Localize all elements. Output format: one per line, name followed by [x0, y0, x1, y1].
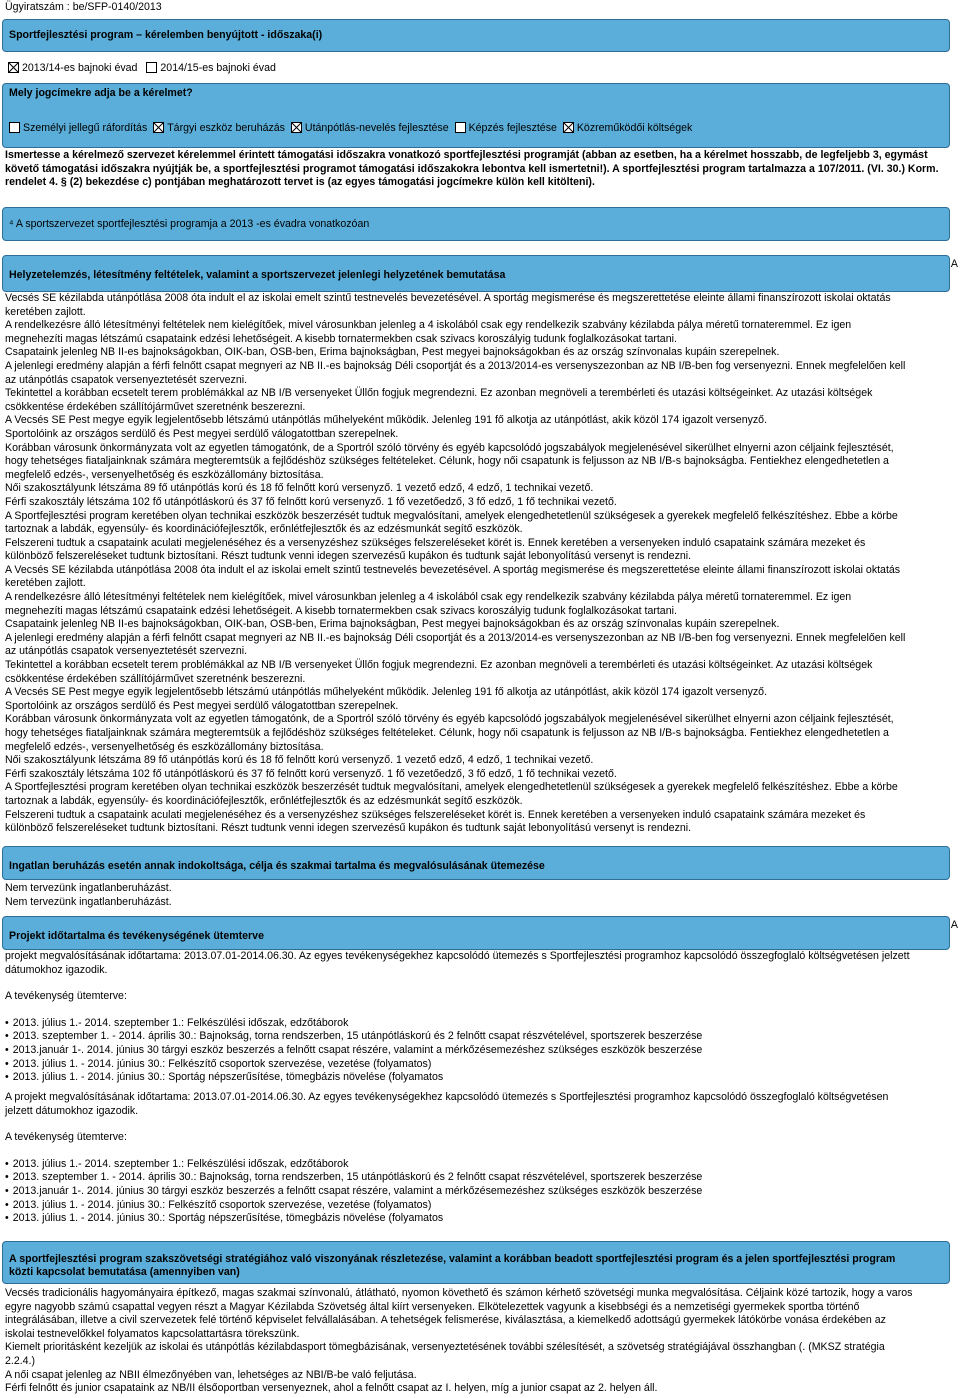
section-program-header	[2, 207, 950, 241]
checkbox-icon[interactable]	[9, 122, 20, 133]
text-line: Női szakosztályunk létszáma 89 fő utánpótlás korú és 18 fő felnőtt korú versenyző. 1 vezető edző, 4 edző, 1 technikai vezető.	[5, 482, 594, 495]
text-line: Kiemelt prioritásként kezeljük az iskolai és utánpótlás kézilabdasport tömegbázisának, versenyeztetésének további szélesítését, a szövetség stratégiájával összhangban (. (MKSZ stratégia	[5, 1341, 885, 1354]
schedule-item: • 2013. szeptember 1. - 2014. április 30.: Bajnokság, torna rendszerben, 15 utánpótláskorú és 2 felnőtt csapat részvételével, sportszerek beszerzése	[5, 1171, 957, 1185]
section-title: Helyzetelemzés, létesítmény feltételek, valamint a sportszervezet jelenlegi helyzetének bemutatása	[9, 269, 506, 281]
text-line: Vecsés SE kézilabda utánpótlása 2008 óta indult el az iskolai emelt szintű testnevelés bevezetésével. A sportág megismerése és megszerettetése eleinte állami finanszírozott iskolai oktatás	[5, 292, 891, 304]
schedule-item: • 2013. szeptember 1. - 2014. április 30.: Bajnokság, torna rendszerben, 15 utánpótláskorú és 2 felnőtt csapat részvételével, sportszerek beszerzése	[5, 1030, 957, 1044]
section-title: Mely jogcímekre adja be a kérelmet?	[9, 87, 193, 99]
season-2014-15-checkbox[interactable]	[146, 62, 275, 74]
category-label: Személyi jellegű ráfordítás	[23, 122, 148, 134]
schedule-item: • 2013. július 1.- 2014. szeptember 1.: Felkészülési időszak, edzőtáborok	[5, 1017, 957, 1031]
checkbox-icon[interactable]	[291, 122, 302, 133]
season-label: 2013/14-es bajnoki évad	[22, 62, 138, 74]
text-line: Férfi felnőtt és junior csapataink az NB/II élsőoportban versenyeznek, ahol a felnőtt csapat az I. helyen, míg a junior csapat az 2. helyen áll.	[5, 1382, 658, 1395]
section-categories-header	[2, 83, 950, 111]
category-youth-checkbox[interactable]	[291, 122, 449, 134]
section-title: ⁴ A sportszervezet sportfejlesztési programja a 2013 -es évadra vonatkozóan	[9, 218, 370, 230]
situation-text	[5, 292, 957, 836]
checkbox-icon[interactable]	[153, 122, 164, 133]
text-line: A Vecsés SE Pest megye egyik legjelentősebb létszámú utánpótlás műhelyeként működik. Jelenleg 191 fő alkotja az utánpótlást, akik közöl 174 igazolt versenyző.	[5, 414, 768, 427]
text-line: tartoznak a labdák, egyensúly- és koordinációfejlesztők, erőnlétfejlesztők és az edzésmunkát segítő eszközök.	[5, 794, 523, 807]
text-line: dátumokhoz igazodik.	[5, 963, 108, 976]
text-line: megnehezíti magas létszámú csapataink edzési lehetőségeit. A kisebb tornatermekben csak szivacs koroszályig tudunk foglalkozásokat tartani.	[5, 332, 677, 345]
schedule-item: • 2013. július 1. - 2014. június 30.: Felkészítő csoportok szervezése, vezetése (folyamatos)	[5, 1199, 957, 1213]
timeline-block-2	[5, 1091, 957, 1226]
section-real-estate-header	[2, 846, 950, 880]
categories-strip	[2, 110, 950, 148]
season-label: 2014/15-es bajnoki évad	[160, 62, 276, 74]
timeline-block-1	[5, 950, 957, 1085]
section-title: Projekt időtartalma és tevékenységének ütemterve	[9, 930, 264, 942]
text-line: Csapataink jelenleg NB II-es bajnokságokban, OIK-ban, OSB-ben, Erima bajnokságban, Pest megyei bajnokságokban és az ország színvonalas kupáin szerepelnek.	[5, 346, 780, 359]
text-line: Felszereni tudtuk a csapataink aculati megjelenéséhez és a versenyzéshez szükséges felszereléseket körét is. Ennek keretében a versenyeken induló csapataink számára mezeket és	[5, 808, 866, 821]
section-timeline-header	[2, 916, 950, 950]
text-line: A jelenlegi eredmény alapján a férfi felnőtt csapat megnyeri az NB II.-es bajnokság Déli csoportját és a 2013/2014-es versenyszezonban az NB I/B-ben fog versenyezni. Ennek megfelelően kell	[5, 631, 906, 644]
text-line: egyre nagyobb számú csapattal vegyen részt a Magyar Kézilabda Szövetség által kiírt versenyeken. Elkötelezettek vagyunk a kisebbségi és a nemzetiségi gyermekek sportba történő	[5, 1300, 860, 1313]
text-line: A Sportfejlesztési program keretében olyan technikai eszközök beszerzését tudtuk megvalósítani, amelyek elengedhetetlenül szükségesek a gyerekek megfelelő felkészítéshez. Ebbe a körbe	[5, 509, 898, 522]
category-training-checkbox[interactable]	[455, 122, 557, 134]
text-line: keretében zajlott.	[5, 305, 86, 318]
season-options	[8, 62, 276, 76]
text-line: jelzett dátumokhoz igazodik.	[5, 1104, 139, 1117]
text-line: Férfi szakosztály létszáma 102 fő utánpótláskorú és 37 fő felnőtt korú versenyző. 1 fő vezetőedző, 3 fő edző, 1 fő technikai vezető.	[5, 767, 617, 780]
text-line: Tekintettel a korábban ecsetelt terem problémákkal az NB I/B versenyeket Üllőn fogjuk megrendezni. Ez azonban megnöveli a terembérleti és utazási költségeinket. Az utazási költségek	[5, 387, 873, 400]
text-line: csökkentése érdekében szállítójárművet szeretnénk beszerezni.	[5, 672, 306, 685]
text-line: Korábban városunk önkormányzata volt az egyetlen támogatónk, de a Sportról szóló törvény és egyéb kapcsolódó jogszabályok megjelenésével sikerülhet elnyerni azon céljaink fejlesztését,	[5, 441, 894, 454]
schedule-label: A tevékenység ütemterve:	[5, 1131, 127, 1144]
text-line: A jelenlegi eredmény alapján a férfi felnőtt csapat megnyeri az NB II.-es bajnokság Déli csoportját és a 2013/2014-es versenyszezonban az NB I/B-ben fog versenyezni. Ennek megfelelően kell	[5, 359, 906, 372]
text-line: csökkentése érdekében szállítójárművet szeretnénk beszerezni.	[5, 400, 306, 413]
text-line: A Sportfejlesztési program keretében olyan technikai eszközök beszerzését tudtuk megvalósítani, amelyek elengedhetetlenül szükségesek a gyerekek megfelelő felkészítéshez. Ebbe a körbe	[5, 781, 898, 794]
edge-mark: A	[950, 258, 958, 270]
text-line: A rendelkezésre álló létesítményi feltételek nem kielégítőek, mivel városunkban jelenleg a 4 iskolából csak egy rendelkezik szabvány kézilabda pálya méretű tornateremmel. Ez igen	[5, 591, 852, 604]
section-title: Sportfejlesztési program – kérelemben benyújtott - időszaka(i)	[9, 29, 323, 41]
category-label: Tárgyi eszköz beruházás	[167, 122, 285, 134]
category-intermediary-checkbox[interactable]	[563, 122, 692, 134]
section-situation-header	[2, 255, 950, 292]
text-line: A Vecsés SE kézilabda utánpótlása 2008 óta indult el az iskolai emelt szintű testnevelés bevezetésével. A sportág megismerése és megszerettetése eleinte állami finanszírozott iskolai oktatás	[5, 563, 901, 576]
text-line: megfelelő edzés-, versenyelhetőség és eszközállomány biztosítása.	[5, 468, 324, 481]
text-line: Sportolóink az országos serdülő és Pest megyei serdülő válogatottban szerepelnek.	[5, 427, 399, 440]
category-asset-checkbox[interactable]	[153, 122, 285, 134]
text-line: megnehezíti magas létszámú csapataink edzési lehetőségeit. A kisebb tornatermekben csak szivacs koroszályig tudunk foglalkozásokat tartani.	[5, 604, 677, 617]
text-line: A női csapat jelenleg az NBII élmezőnyében van, lehetséges az NBI/B-be való feljutása.	[5, 1368, 417, 1381]
text-line: hogy tehetséges fiataljainknak számára megteremtsük a fejlődéshöz szükséges feltételeket. Célunk, hogy női csapatunk is feljusson az NB I/B-s bajnokságba. Fentiekhez elengedhetetlen a	[5, 455, 889, 468]
text-line: tartoznak a labdák, egyensúly- és koordinációfejlesztők, erőnlétfejlesztők és az edzésmunkát segítő eszközök.	[5, 523, 523, 536]
edge-mark: A	[950, 919, 958, 931]
strategy-text	[5, 1287, 957, 1396]
checkbox-icon[interactable]	[455, 122, 466, 133]
file-id: Ügyiratszám : be/SFP-0140/2013	[5, 1, 162, 13]
section-title: Ingatlan beruházás esetén annak indokoltsága, célja és szakmai tartalma és megvalósulásának ütemezése	[9, 860, 545, 872]
text-line: megfelelő edzés-, versenyelhetőség és eszközállomány biztosítása.	[5, 740, 324, 753]
checkbox-icon[interactable]	[8, 62, 19, 73]
text-line: Férfi szakosztály létszáma 102 fő utánpótláskorú és 37 fő felnőtt korú versenyző. 1 fő vezetőedző, 3 fő edző, 1 fő technikai vezető.	[5, 495, 617, 508]
text-line: az utánpótlás csapatok versenyeztetését szervezni.	[5, 373, 248, 386]
schedule-list	[5, 1017, 957, 1085]
schedule-item: • 2013. július 1. - 2014. június 30.: Felkészítő csoportok szervezése, vezetése (folyamatos)	[5, 1058, 957, 1072]
text-line: A rendelkezésre álló létesítményi feltételek nem kielégítőek, mivel városunkban jelenleg a 4 iskolából csak egy rendelkezik szabvány kézilabda pálya méretű tornateremmel. Ez igen	[5, 319, 852, 332]
text-line: Nem tervezünk ingatlanberuházást.	[5, 895, 172, 908]
text-line: iskolai testnevelőkkel folyamatos kapcsolattartásra törekszünk.	[5, 1327, 300, 1340]
schedule-item: • 2013. július 1. - 2014. június 30.: Sportág népszerűsítése, tömegbázis növelése (folyamatos	[5, 1071, 957, 1085]
schedule-item: • 2013. július 1.- 2014. szeptember 1.: Felkészülési időszak, edzőtáborok	[5, 1158, 957, 1172]
section-program-period-header	[2, 19, 950, 52]
text-line: projekt megvalósításának időtartama: 2013.07.01-2014.06.30. Az egyes tevékenységekhez kapcsolódó ütemezés s Sportfejlesztési programhoz kapcsolódó összegfoglaló költségvetésen jelzett	[5, 950, 910, 962]
section-title-line: A sportfejlesztési program szakszövetségi stratégiához való viszonyának részletezése, valamint a korábban beadott sportfejlesztési program és a jelen sportfejlesztési program	[9, 1253, 896, 1265]
text-line: hogy tehetséges fiataljainknak számára megteremtsük a fejlődéshöz szükséges feltételeket. Célunk, hogy női csapatunk is feljusson az NB I/B-s bajnokságba. Fentiekhez elengedhetetlen a	[5, 727, 889, 739]
text-line: A Vecsés SE Pest megye egyik legjelentősebb létszámú utánpótlás műhelyeként működik. Jelenleg 191 fő alkotja az utánpótlást, akik közöl 174 igazolt versenyző.	[5, 686, 768, 699]
checkbox-icon[interactable]	[563, 122, 574, 133]
schedule-item: • 2013.január 1-. 2014. június 30 tárgyi eszköz beszerzés a felnőtt csapat részére, valamint a mérkőzésemezéshez szükséges eszközök beszerzése	[5, 1044, 957, 1058]
section-strategy-header	[2, 1241, 950, 1284]
text-line: keretében zajlott.	[5, 577, 86, 590]
schedule-label: A tevékenység ütemterve:	[5, 990, 127, 1003]
text-line: az utánpótlás csapatok versenyeztetését szervezni.	[5, 645, 248, 658]
text-line: Tekintettel a korábban ecsetelt terem problémákkal az NB I/B versenyeket Üllőn fogjuk megrendezni. Ez azonban megnöveli a terembérleti és utazási költségeinket. Az utazási költségek	[5, 659, 873, 672]
text-line: A projekt megvalósításának időtartama: 2013.07.01-2014.06.30. Az egyes tevékenységekhez kapcsolódó ütemezés s Sportfejlesztési programhoz kapcsolódó összegfoglaló költségvetésen	[5, 1091, 889, 1103]
text-line: Felszereni tudtuk a csapataink aculati megjelenéséhez és a versenyzéshez szükséges felszereléseket körét is. Ennek keretében a versenyeken induló csapataink számára mezeket és	[5, 536, 866, 549]
schedule-item: • 2013.január 1-. 2014. június 30 tárgyi eszköz beszerzés a felnőtt csapat részére, valamint a mérkőzésemezéshez szükséges eszközök beszerzése	[5, 1185, 957, 1199]
text-line: Női szakosztályunk létszáma 89 fő utánpótlás korú és 18 fő felnőtt korú versenyző. 1 vezető edző, 4 edző, 1 technikai vezető.	[5, 754, 594, 767]
text-line: különböző felszereléseket tudtunk biztosítani. Részt tudtunk venni idegen szervezésű kupákon és tudtunk saját lebonyolítású versenyt is rendezni.	[5, 550, 692, 563]
text-line: Vecsés tradicionális hagyományaira építkező, magas szakmai színvonalú, átlátható, nyomon követhető és számon kérhető szövetségi munka megvalósítása. Céljaink közé tartozik, hogy a varos	[5, 1287, 913, 1299]
text-line: 2.2.4.)	[5, 1354, 36, 1367]
schedule-item: • 2013. július 1. - 2014. június 30.: Sportág népszerűsítése, tömegbázis növelése (folyamatos	[5, 1212, 957, 1226]
checkbox-icon[interactable]	[146, 62, 157, 73]
category-label: Utánpótlás-nevelés fejlesztése	[304, 122, 449, 134]
category-label: Képzés fejlesztése	[468, 122, 557, 134]
text-line: Nem tervezünk ingatlanberuházást.	[5, 882, 172, 894]
section-title-line: közti kapcsolat bemutatása (amennyiben van)	[9, 1266, 240, 1278]
text-line: Sportolóink az országos serdülő és Pest megyei serdülő válogatottban szerepelnek.	[5, 699, 399, 712]
category-label: Közreműködői költségek	[576, 122, 693, 134]
text-line: integrálásában, illetve a civil szervezetek felé történő képviselet felvállalásában. A tehetségek felismerése, kiválasztása, a kiemelkedő adottságú gyermekek látókörbe vonása érdekében az	[5, 1314, 886, 1327]
schedule-list	[5, 1158, 957, 1226]
text-line: Korábban városunk önkormányzata volt az egyetlen támogatónk, de a Sportról szóló törvény és egyéb kapcsolódó jogszabályok megjelenésével sikerülhet elnyerni azon céljaink fejlesztését,	[5, 713, 894, 726]
text-line: Csapataink jelenleg NB II-es bajnokságokban, OIK-ban, OSB-ben, Erima bajnokságban, Pest megyei bajnokságokban és az ország színvonalas kupáin szerepelnek.	[5, 618, 780, 631]
category-personnel-checkbox[interactable]	[9, 122, 147, 134]
intro-text: Ismertesse a kérelmező szervezet kérelemmel érintett támogatási időszakra vonatkozó sportfejlesztési programját (abban az esetben, ha a kérelmet hosszabb, de legfeljebb 3, egymást követő támogatási időszakra nyújtják be, a sportfejlesztési programot támogatási időszakokra lebontva kell ismertetni!). A sportfejlesztési program tartalmazza a 107/2011. (VI. 30.) Korm. rendelet 4. § (2) bekezdése c) pontjában meghatározott tervet is (az egyes támogatási jogcímekre külön kell kitölteni).	[5, 149, 939, 189]
text-line: különböző felszereléseket tudtunk biztosítani. Részt tudtunk venni idegen szervezésű kupákon és tudtunk saját lebonyolítású versenyt is rendezni.	[5, 822, 692, 835]
real-estate-text	[5, 882, 957, 909]
season-2013-14-checkbox[interactable]	[8, 62, 137, 74]
